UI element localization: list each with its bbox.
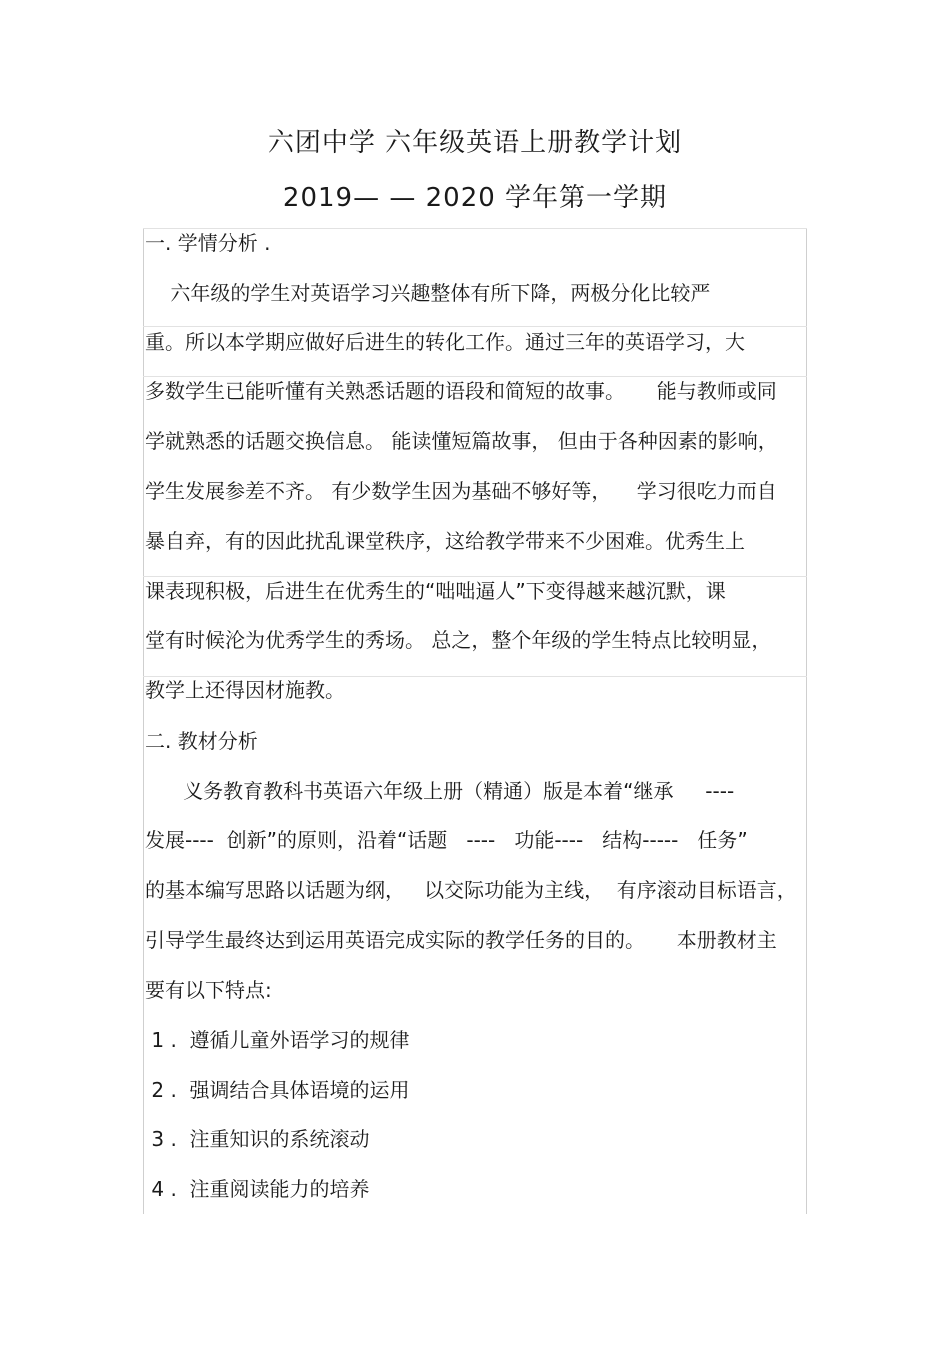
list-item: 3 . 注重知识的系统滚动: [145, 1127, 370, 1151]
section-heading: 一. 学情分析 .: [145, 231, 271, 255]
list-item: 4 . 注重阅读能力的培养: [145, 1177, 370, 1201]
paragraph-line: 引导学生最终达到运用英语完成实际的教学任务的目的。 本册教材主: [145, 928, 777, 952]
paragraph-line: 义务教育教科书英语六年级上册（精通）版是本着“继承 ----: [145, 779, 735, 803]
paragraph-line: 多数学生已能听懂有关熟悉话题的语段和简短的故事。 能与教师或同: [145, 379, 777, 403]
list-item: 2 . 强调结合具体语境的运用: [145, 1078, 410, 1102]
paragraph-line: 学就熟悉的话题交换信息。 能读懂短篇故事， 但由于各种因素的影响，: [145, 429, 778, 453]
section-heading: 二. 教材分析: [145, 729, 258, 753]
document-subtitle: 2019— — 2020 学年第一学期: [282, 183, 668, 213]
table-rule: [143, 326, 807, 327]
paragraph-line: 学生发展参差不齐。 有少数学生因为基础不够好等， 学习很吃力而自: [145, 479, 777, 503]
paragraph-line: 重。所以本学期应做好后进生的转化工作。通过三年的英语学习，大: [145, 330, 745, 354]
paragraph-line: 堂有时候沦为优秀学生的秀场。 总之，整个年级的学生特点比较明显，: [145, 628, 772, 652]
document-title: 六团中学 六年级英语上册教学计划: [267, 128, 683, 158]
paragraph-line: 的基本编写思路以话题为纲， 以交际功能为主线， 有序滚动目标语言，: [145, 878, 797, 902]
list-item: 1 . 遵循儿童外语学习的规律: [145, 1028, 410, 1052]
paragraph-line: 发展---- 创新”的原则，沿着“话题 ---- 功能---- 结构----- 任务”: [145, 828, 748, 852]
paragraph-line: 暴自弃，有的因此扰乱课堂秩序，这给教学带来不少困难。优秀生上: [145, 529, 745, 553]
paragraph-line: 教学上还得因材施教。: [145, 678, 345, 702]
paragraph-line: 六年级的学生对英语学习兴趣整体有所下降，两极分化比较严: [145, 281, 711, 305]
paragraph-line: 要有以下特点:: [145, 978, 272, 1002]
paragraph-line: 课表现积极，后进生在优秀生的“咄咄逼人”下变得越来越沉默，课: [145, 579, 726, 603]
